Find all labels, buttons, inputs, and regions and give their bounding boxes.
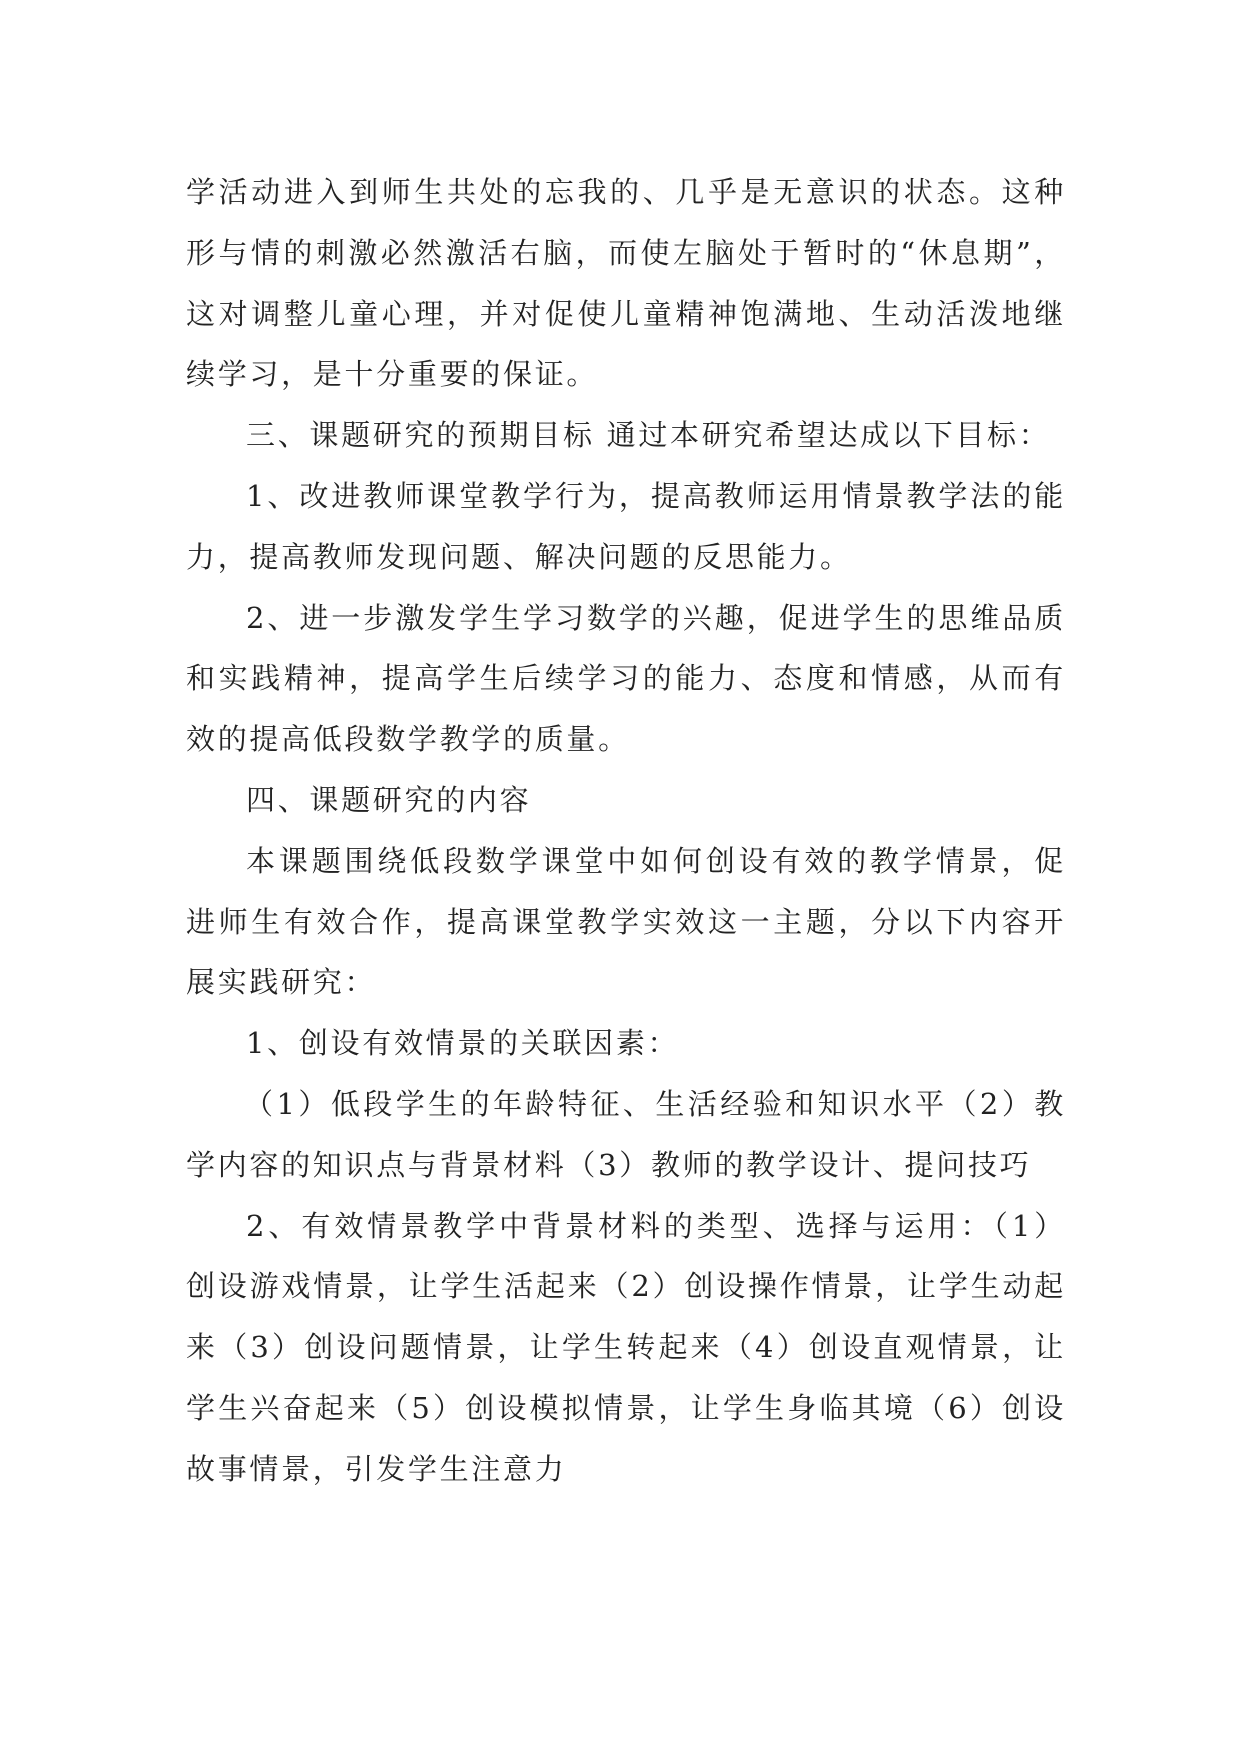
goal-item-2: 2、进一步激发学生学习数学的兴趣，促进学生的思维品质和实践精神，提高学生后续学习的能力、态度和情感，从而有效的提高低段数学教学的质量。 xyxy=(186,600,1066,757)
section-heading-goals: 三、课题研究的预期目标 通过本研究希望达成以下目标： xyxy=(246,418,1051,453)
content-item-1-details: （1）低段学生的年龄特征、生活经验和知识水平（2）教学内容的知识点与背景材料（3）教师的教学设计、提问技巧 xyxy=(186,1086,1066,1182)
content-item-1-heading: 1、创设有效情景的关联因素： xyxy=(246,1026,680,1061)
document-body xyxy=(186,162,1066,1500)
goal-item-1: 1、改进教师课堂教学行为，提高教师运用情景教学法的能力，提高教师发现问题、解决问题的反思能力。 xyxy=(186,478,1066,574)
content-item-2: 2、有效情景教学中背景材料的类型、选择与运用：（1）创设游戏情景，让学生活起来（2）创设操作情景，让学生动起来（3）创设问题情景，让学生转起来（4）创设直观情景，让学生兴奋起来（5）创设模拟情景，让学生身临其境（6）创设故事情景，引发学生注意力 xyxy=(186,1208,1066,1486)
section-heading-content: 四、课题研究的内容 xyxy=(246,782,532,817)
paragraph-continuation: 学活动进入到师生共处的忘我的、几乎是无意识的状态。这种形与情的刺激必然激活右脑，而使左脑处于暂时的“休息期”，这对调整儿童心理，并对促使儿童精神饱满地、生动活泼地继续学习，是十分重要的保证。 xyxy=(186,175,1066,392)
content-intro-paragraph: 本课题围绕低段数学课堂中如何创设有效的教学情景，促进师生有效合作，提高课堂教学实效这一主题，分以下内容开展实践研究： xyxy=(186,843,1066,1000)
